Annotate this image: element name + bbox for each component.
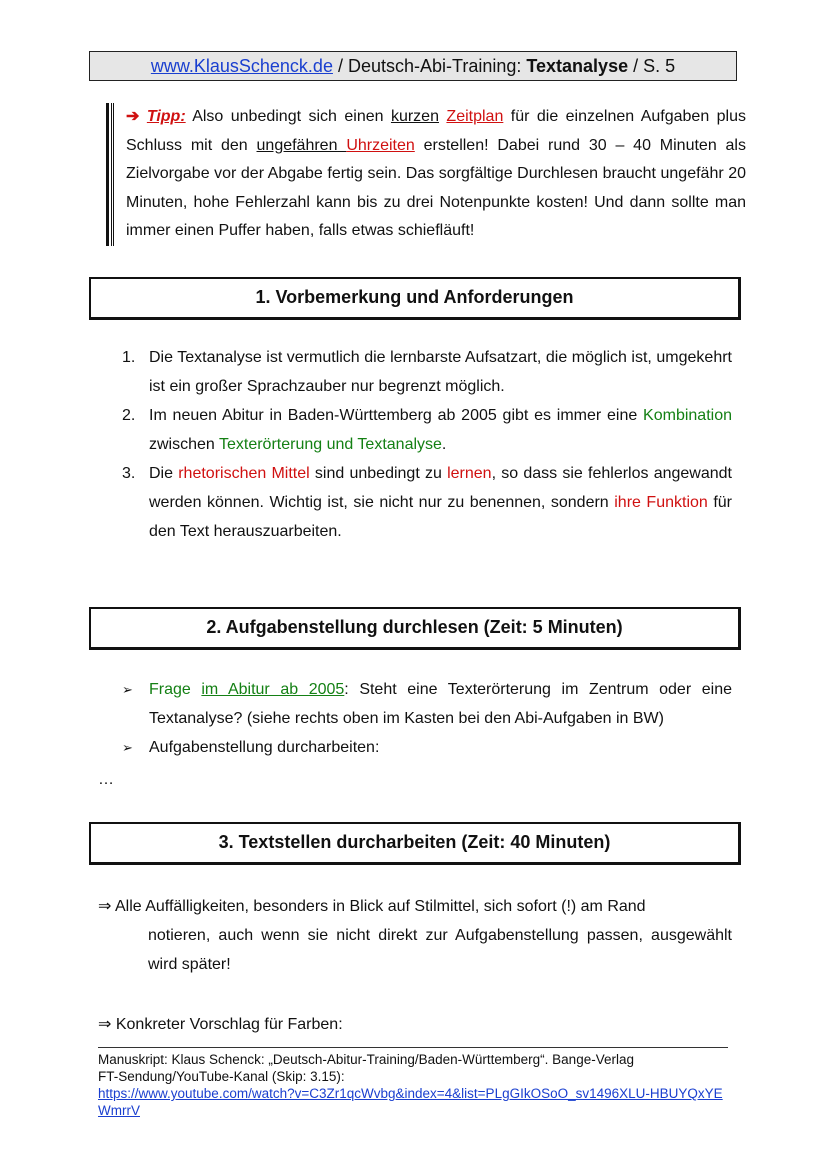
section-title: 1. Vorbemerkung und Anforderungen (255, 287, 574, 307)
list-number: 3. (122, 465, 136, 482)
tip-text (126, 103, 746, 246)
bullet-arrow-icon: ➢ (122, 682, 133, 697)
color-suggestion (98, 1010, 732, 1039)
page-number: / S. 5 (628, 56, 676, 76)
list-text: für den Text herauszuarbeiten. (149, 494, 733, 540)
list-item (122, 459, 732, 546)
section-title: 2. Aufgabenstellung durchlesen (Zeit: 5 Minuten) (206, 617, 623, 637)
list-text: : Steht eine Texterörterung im Zentrum oder eine Textanalyse? (siehe rechts oben im Kasten bei den Abi-Aufgaben in BW) (149, 681, 732, 727)
list-highlight: lernen (447, 465, 492, 482)
list-item (122, 675, 732, 733)
list-highlight: im Abitur ab 2005 (201, 681, 345, 698)
list-text: Im neuen Abitur in Baden-Württemberg ab 2005 gibt es immer eine (149, 407, 644, 424)
tip-text-part: für die einzelnen Aufgaben plus Schluss mit den (126, 108, 746, 154)
youtube-link[interactable]: https://www.youtube.com/watch?v=C3Zr1qcWvbg&index=4&list=PLgGIkOSoO_sv1496XLU-HBUYQxYEWmrrV (98, 1086, 723, 1118)
header-topic: Textanalyse (526, 56, 629, 76)
section-heading-2 (89, 607, 741, 650)
tip-highlight: Uhrzeiten (346, 136, 415, 154)
instruction-paragraph (98, 892, 732, 979)
footer (98, 1047, 728, 1119)
tip-box (111, 103, 746, 246)
footer-source: Manuskript: Klaus Schenck: „Deutsch-Abitur-Training/Baden-Württemberg“. Bange-Verlag (98, 1052, 634, 1067)
implies-arrow-icon: ⇒ (98, 898, 112, 915)
tip-underlined: kurzen (390, 108, 439, 125)
bullet-arrow-icon: ➢ (122, 740, 133, 755)
header-breadcrumb: / Deutsch-Abi-Training: (332, 56, 527, 76)
list-text: Die Textanalyse ist vermutlich die lernbarste Aufsatzart, die möglich ist, umgekehrt ist ein großer Sprachzauber nur begrenzt möglich. (149, 349, 732, 395)
arrow-icon: ➔ (126, 108, 140, 125)
list-highlight: Kombination (643, 407, 732, 424)
tip-text-part: Also unbedingt sich einen (185, 108, 391, 125)
paragraph-text: Konkreter Vorschlag für Farben: (111, 1016, 343, 1033)
task-list (122, 675, 732, 762)
paragraph-text: Alle Auffälligkeiten, besonders in Blick auf Stilmittel, sich sofort (!) am Rand (111, 898, 646, 915)
list-highlight: Texterörterung und Textanalyse (218, 436, 442, 453)
tip-space (337, 137, 346, 154)
section-heading-1 (89, 277, 741, 320)
footer-video-label: FT-Sendung/YouTube-Kanal (Skip: 3.15): (98, 1069, 345, 1084)
list-item (122, 733, 732, 762)
paragraph-text: notieren, auch wenn sie nicht direkt zur Aufgabenstellung passen, ausgewählt wird später! (148, 927, 732, 973)
list-highlight: Frage (149, 681, 202, 698)
page-header (89, 51, 737, 81)
list-highlight: rhetorischen Mittel (178, 465, 310, 482)
list-item (122, 343, 732, 401)
tip-underlined: ungefähren (256, 136, 338, 154)
list-item (122, 401, 732, 459)
ellipsis: … (98, 771, 114, 788)
list-text: zwischen (149, 436, 219, 453)
list-text: Aufgabenstellung durcharbeiten: (149, 739, 380, 756)
tip-border (106, 103, 109, 246)
requirements-list (122, 343, 732, 546)
list-text: sind unbedingt zu (309, 465, 448, 482)
section-title: 3. Textstellen durcharbeiten (Zeit: 40 Minuten) (218, 832, 611, 852)
implies-arrow-icon: ⇒ (98, 1016, 112, 1033)
list-number: 2. (122, 407, 136, 424)
list-text: Die (149, 465, 179, 482)
tip-text-part: erstellen! Dabei rund 30 – 40 Minuten als Zielvorgabe vor der Abgabe fertig sein. Das sorgfältige Durchlesen braucht ungefähr 20 Minuten, hohe Fehlerzahl kann bis zu drei Notenpunkte kosten! Und dann sollte man immer einen Puffer haben, falls etwas schiefläuft! (126, 136, 746, 240)
list-highlight: ihre Funktion (614, 494, 708, 511)
list-number: 1. (122, 349, 136, 366)
section-heading-3 (89, 822, 741, 865)
list-text: . (441, 436, 447, 453)
tip-highlight: Zeitplan (446, 108, 504, 125)
list-text: , so dass sie fehlerlos angewandt werden können. Wichtig ist, sie nicht nur zu benennen, sondern (149, 465, 732, 511)
site-link[interactable]: www.KlausSchenck.de (150, 56, 333, 76)
tip-label: Tipp: (146, 108, 186, 125)
